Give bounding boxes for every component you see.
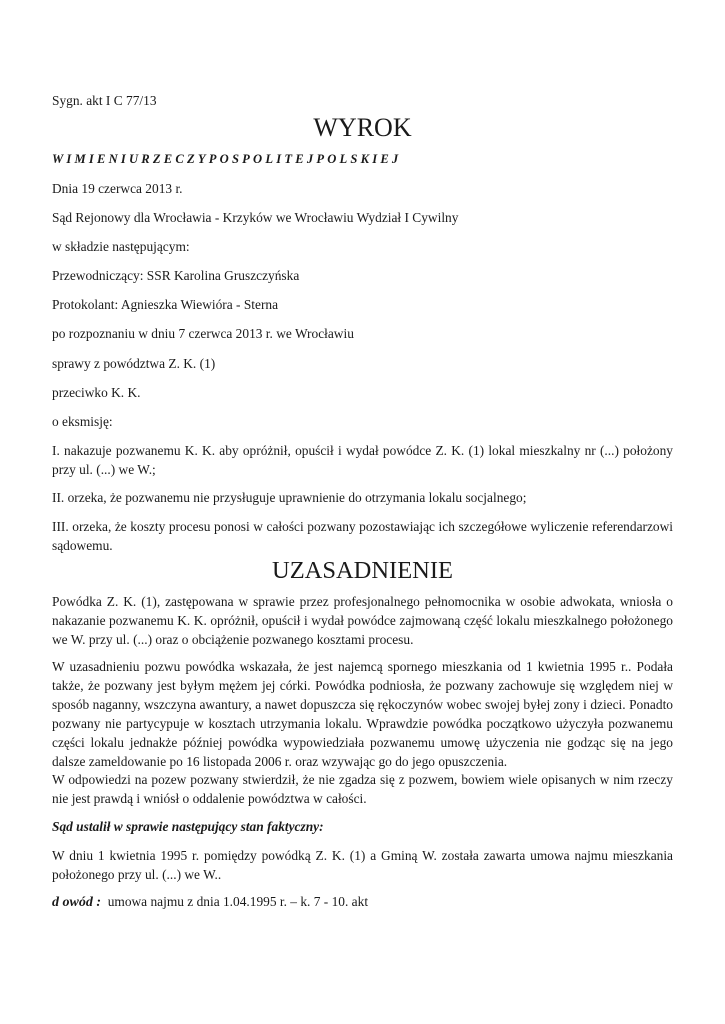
judgment-title: WYROK bbox=[313, 113, 412, 142]
presiding-judge: Przewodniczący: SSR Karolina Gruszczyńska bbox=[52, 268, 300, 283]
ruling-point-3: III. orzeka, że koszty procesu ponosi w całości pozwany pozostawiając ich szczegółowe wyliczenie referendarzowi sądowemu. bbox=[52, 519, 673, 553]
case-defendant: przeciwko K. K. bbox=[52, 385, 141, 400]
justification-paragraph: Powódka Z. K. (1), zastępowana w sprawie przez profesjonalnego pełnomocnika w osobie adwokata, wniosła o nakazanie pozwanemu K. K. opróżnił, opuścił i wydał powódce zajmowaną część lokalu mieszkalnego położonego we W. przy ul. (...) oraz o obciążenie pozwanego kosztami procesu. bbox=[52, 594, 673, 647]
evidence-line bbox=[52, 892, 673, 912]
justification-paragraph: W uzasadnieniu pozwu powódka wskazała, że jest najemcą spornego mieszkania od 1 kwietnia 1995 r.. Podała także, że pozwany jest byłym mężem jej córki. Powódka podniosła, że pozwany zachowuje się względem niej w sposób naganny, wszczyna awantury, a nawet dopuszcza się rękoczynów wobec swojej byłej zony i dzieci. Ponadto pozwany nie partycypuje w kosztach utrzymania lokalu. Wprawdzie powódka początkowo użyczyła pozwanemu części lokalu jednakże później powódka wypowiedziała pozwanemu umowę użyczenia nie godząc się na jego dalsze zameldowanie po 16 listopada 2006 r. oraz wzywając go do jego opuszczenia. bbox=[52, 659, 673, 769]
ruling-point-1: I. nakazuje pozwanemu K. K. aby opróżnił, opuścił i wydał powódce Z. K. (1) lokal mieszkalny nr (...) położony przy ul. (...) we W.; bbox=[52, 443, 673, 477]
case-subject: o eksmisję: bbox=[52, 414, 113, 429]
court-name: Sąd Rejonowy dla Wrocławia - Krzyków we Wrocławiu Wydział I Cywilny bbox=[52, 210, 459, 225]
justification-paragraph: W odpowiedzi na pozew pozwany stwierdził, że nie zgadza się z pozwem, bowiem wiele opisanych w nim rzeczy nie jest prawdą i wniósł o oddalenie powództwa w całości. bbox=[52, 772, 673, 806]
evidence-text: umowa najmu z dnia 1.04.1995 r. – k. 7 - 10. akt bbox=[107, 894, 369, 909]
evidence-label: d owód : bbox=[52, 895, 101, 910]
case-number: Sygn. akt I C 77/13 bbox=[52, 93, 157, 108]
court-clerk: Protokolant: Agnieszka Wiewióra - Sterna bbox=[52, 297, 279, 312]
hearing-info: po rozpoznaniu w dniu 7 czerwca 2013 r. we Wrocławiu bbox=[52, 326, 354, 341]
ruling-point-2: II. orzeka, że pozwanemu nie przysługuje uprawnienie do otrzymania lokalu socjalnego; bbox=[52, 490, 527, 505]
court-composition: w składzie następującym: bbox=[52, 239, 190, 254]
judgment-date: Dnia 19 czerwca 2013 r. bbox=[52, 181, 183, 196]
facts-heading: Sąd ustalił w sprawie następujący stan faktyczny: bbox=[52, 819, 324, 834]
justification-title: UZASADNIENIE bbox=[272, 557, 453, 584]
judgment-subtitle: WIMIENIURZECZYPOSPOLITEJPOLSKIEJ bbox=[52, 152, 402, 166]
case-plaintiff: sprawy z powództwa Z. K. (1) bbox=[52, 356, 216, 371]
facts-paragraph: W dniu 1 kwietnia 1995 r. pomiędzy powódką Z. K. (1) a Gminą W. została zawarta umowa najmu mieszkania położonego przy ul. (...) we W.. bbox=[52, 848, 673, 882]
